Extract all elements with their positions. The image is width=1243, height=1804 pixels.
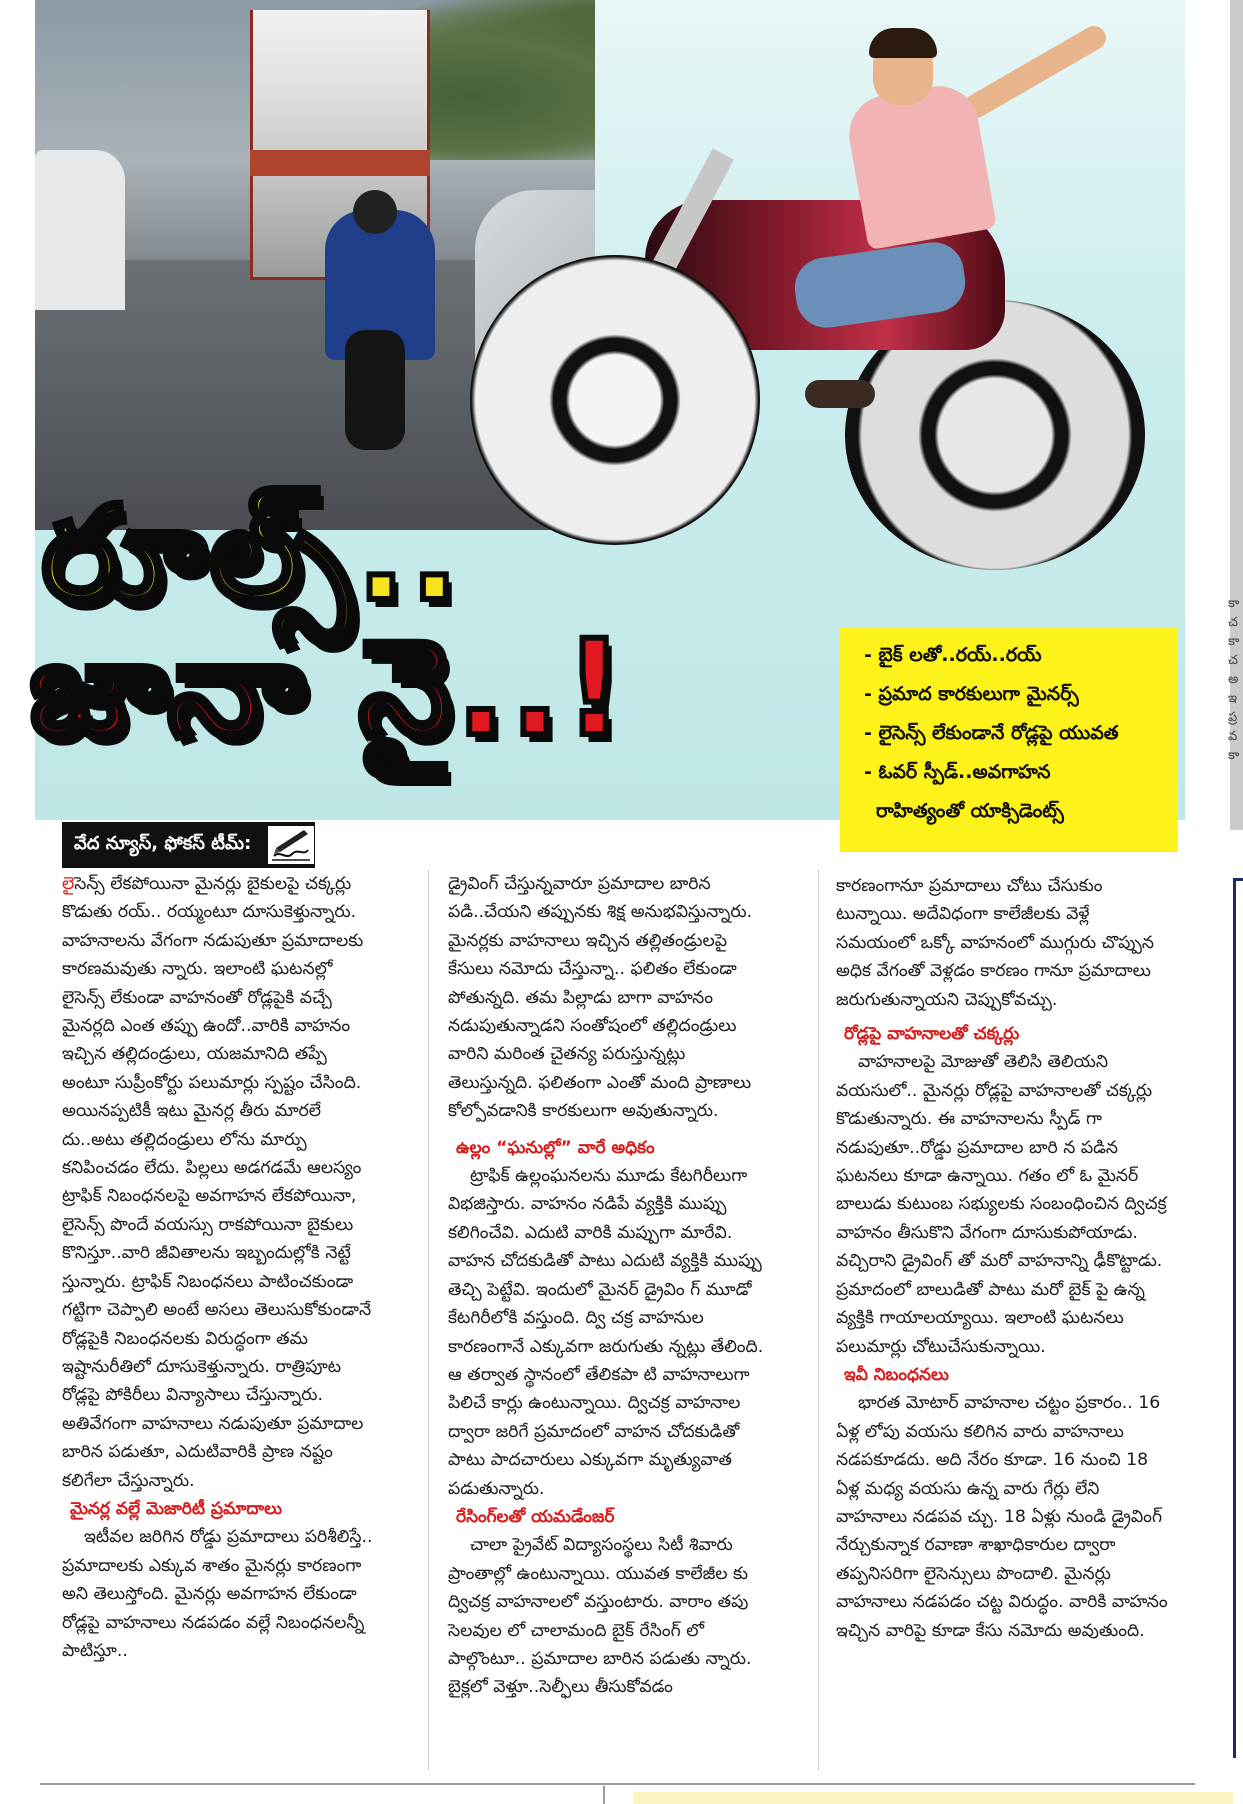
subheading: రేసింగ్‌లతో యమడేంజర్	[456, 1506, 615, 1527]
article-paragraph: వాహనాలపై మోజుతో తెలిసి తెలియని వయసులో.. మైనర్లు రోడ్లపై వాహనాలతో చక్కర్లు కొడుతున్నారు. ఈ వాహనాలను స్పీడ్ గా నడుపుతూ..రోడ్డు ప్రమాదాల బారి న పడిన ఘటనలు కూడా ఉన్నాయి. గతం లో ఓ మైనర్ బాలుడు కుటుంబ సభ్యులకు సంబంధించిన ద్విచక్ర వాహనం తీసుకొని వేగంగా దూసుకుపోయాడు. వచ్చిరాని డ్రైవింగ్ తో మరో వాహనాన్ని ఢీకొట్టాడు. ప్రమాదంలో బాలుడితో పాటు మరో బైక్ పై ఉన్న వ్యక్తికి గాయాలయ్యాయి. ఇలాంటి ఘటనలు పలుమార్లు చోటుచేసుకున్నాయి.	[836, 1052, 1167, 1357]
highlight-item: - ప్రమాద కారకులుగా మైనర్స్	[864, 683, 1079, 705]
pen-writing-icon	[268, 826, 314, 864]
bottom-rule	[40, 1783, 1195, 1785]
subheading: ఉల్లం “ఘనుల్లో” వారే అధికం	[456, 1137, 655, 1158]
article-paragraph: లైసెన్స్ లేకపోయినా మైనర్లు బైకులపై చక్కర్లు కొడుతు రయ్.. రయ్మంటూ దూసుకెళ్తున్నారు. వాహనాలను వేగంగా నడుపుతూ ప్రమాదాలకు కారణమవుతు న్నారు. ఇలాంటి ఘటనల్లో లైసెన్స్ లేకుండా వాహనంతో రోడ్లపైకి వచ్చే మైనర్లది ఎంత తప్పు ఉందో..వారికి వాహనం ఇచ్చిన తల్లిదండ్రులు, యజమానిది తప్పే అంటూ సుప్రీంకోర్టు పలుమార్లు స్పష్టం చేసింది. అయినప్పటికీ ఇటు మైనర్ల తీరు మారలే దు..అటు తల్లిదండ్రులు లోను మార్పు కనిపించడం లేదు. పిల్లలు అడగడమే ఆలస్యం ట్రాఫిక్ నిబంధనలపై అవగాహన లేకపోయినా, లైసెన్స్ పొందే వయస్సు రాకపోయినా బైకులు కొనిస్తూ..వారి జీవితాలను ఇబ్బందుల్లోకి నెట్టే స్తున్నారు. ట్రాఫిక్ నిబంధనలు పాటించకుండా గట్టిగా చెప్పాలి అంటే అసలు తెలుసుకోకుండానే రోడ్లపైకి నిబంధనలకు విరుద్ధంగా తమ ఇష్టానురీతిలో దూసుకెళ్తున్నారు. రాత్రిపూట రోడ్లపై పోకిరీలు విన్యాసాలు చేస్తున్నారు. అతివేగంగా వాహనాలు నడుపుతూ ప్రమాదాల బారిన పడుతూ, ఎదుటివారికి ప్రాణ నష్టం కలిగేలా చేస్తున్నారు.	[62, 874, 372, 1491]
highlight-item: రాహిత్యంతో యాక్సిడెంట్స్	[876, 800, 1064, 822]
article-paragraph: కారణంగానూ ప్రమాదాలు చోటు చేసుకుం టున్నాయి. అదేవిధంగా కాలేజీలకు వెళ్లే సమయంలో ఒక్కో వాహనంలో ముగ్గురు చొప్పున అధిక వేగంతో వెళ్లడం కారణం గానూ ప్రమాదాలు జరుగుతున్నాయని చెప్పుకోవచ్చు.	[836, 876, 1154, 1010]
column-rule	[818, 870, 819, 1770]
article-column-2	[448, 870, 768, 1702]
highlight-item: - బైక్ లతో..రయ్..రయ్	[864, 644, 1042, 666]
article-column-3	[836, 872, 1174, 1645]
subheading: రోడ్లపై వాహనాలతో చక్కర్లు	[844, 1024, 1020, 1045]
article-paragraph: ఇటీవల జరిగిన రోడ్డు ప్రమాదాలు పరిశీలిస్తే.. ప్రమాదాలకు ఎక్కువ శాతం మైనర్లు కారణంగా అని తెలుస్తోంది. మైనర్లు అవగాహన లేకుండా రోడ్లపై వాహనాలు నడపడం వల్లే నిబంధనలన్నీ పాటిస్తూ..	[62, 1527, 373, 1661]
article-column-1	[62, 870, 378, 1665]
subheading: ఇవీ నిబంధనలు	[844, 1364, 949, 1385]
highlights-box	[840, 628, 1178, 852]
headline-line2: జానా నై..!	[30, 612, 629, 766]
headline-line1: రూల్స్..	[42, 478, 464, 630]
adjacent-page-text: కా చ కా చ అ ఇ ప్ర వ కా	[1228, 596, 1240, 763]
article-paragraph: ట్రాఫిక్ ఉల్లంఘనలను మూడు కేటగిరీలుగా విభజిస్తారు. వాహనం నడిపే వ్యక్తికి ముప్పు కలిగించేవి. ఎదుటి వారికి మప్పుగా మారేవి. వాహన చోదకుడితో పాటు ఎదుటి వ్యక్తికి ముప్పు తెచ్చి పెట్టేవి. ఇందులో మైనర్ డ్రైవిం గ్ మూడో కేటగిరీలోకి వస్తుంది. ద్వి చక్ర వాహనుల కారణంగానే ఎక్కువగా జరుగుతు న్నట్లు తేలింది. ఆ తర్వాత స్థానంలో తేలికపా టి వాహనాలుగా పిలిచే కార్లు ఉంటున్నాయి. ద్విచక్ర వాహనాల ద్వారా జరిగే ప్రమాదంలో వాహన చోదకుడితో పాటు పాదచారులు ఎక్కువగా మృత్యువాత పడుతున్నారు.	[448, 1166, 764, 1499]
article-paragraph: డ్రైవింగ్ చేస్తున్నవారూ ప్రమాదాల బారిన పడి..చేయని తప్పునకు శిక్ష అనుభవిస్తున్నారు. మైనర్లకు వాహనాలు ఇచ్చిన తల్లితండ్రులపై కేసులు నమోదు చేస్తున్నా.. ఫలితం లేకుండా పోతున్నది. తమ పిల్లాడు బాగా వాహనం నడుపుతున్నాడని సంతోషంలో తల్లిదండ్రులు వారిని మరింత చైతన్య పరుస్తున్నట్లు తెలుస్తున్నది. ఫలితంగా ఎంతో మంది ప్రాణాలు కోల్పోవడానికి కారకులుగా అవుతున్నారు.	[448, 874, 753, 1122]
next-article-band	[633, 1792, 1233, 1804]
subheading: మైనర్ల వల్లే మెజారిటీ ప్రమాదాలు	[70, 1498, 283, 1519]
bottom-rule-tick	[603, 1786, 605, 1804]
column-rule	[428, 870, 429, 1770]
adjacent-page-box	[1233, 878, 1243, 1758]
dropcap: లై	[62, 874, 75, 894]
byline-text: వేద న్యూస్, ఫోకస్ టీమ్:	[74, 832, 252, 854]
highlight-item: - ఓవర్ స్పీడ్..అవగాహన	[864, 761, 1051, 783]
article-paragraph: చాలా ప్రైవేట్ విద్యాసంస్థలు సిటీ శివారు ప్రాంతాల్లో ఉంటున్నాయి. యువత కాలేజీల కు ద్విచక్ర వాహనాలలో వస్తుంటారు. వారాం తపు సెలవుల లో చాలామంది బైక్ రేసింగ్ లో పాల్గొంటూ.. ప్రమాదాల బారిన పడుతు న్నారు. బైక్లలో వెళ్తూ..సెల్ఫీలు తీసుకోవడం	[448, 1535, 752, 1698]
highlight-item: - లైసెన్స్ లేకుండానే రోడ్లపై యువత	[864, 722, 1119, 744]
article-paragraph: భారత మోటార్ వాహనాల చట్టం ప్రకారం.. 16 ఏళ్ల లోపు వయసు కలిగిన వారు వాహనాలు నడపకూడదు. అది నేరం కూడా. 16 నుంచి 18 ఏళ్ల మధ్య వయసు ఉన్న వారు గేర్లు లేని వాహనాలు నడపవ చ్చు. 18 ఏళ్లు నుండి డ్రైవింగ్ నేర్చుకున్నాక రవాణా శాఖాధికారుల ద్వారా తప్పనిసరిగా లైసెన్సులు పొందాలి. మైనర్లు వాహనాలు నడపడం చట్ట విరుద్ధం. వారికి వాహనం ఇచ్చిన వారిపై కూడా కేసు నమోదు అవుతుంది.	[836, 1393, 1168, 1641]
